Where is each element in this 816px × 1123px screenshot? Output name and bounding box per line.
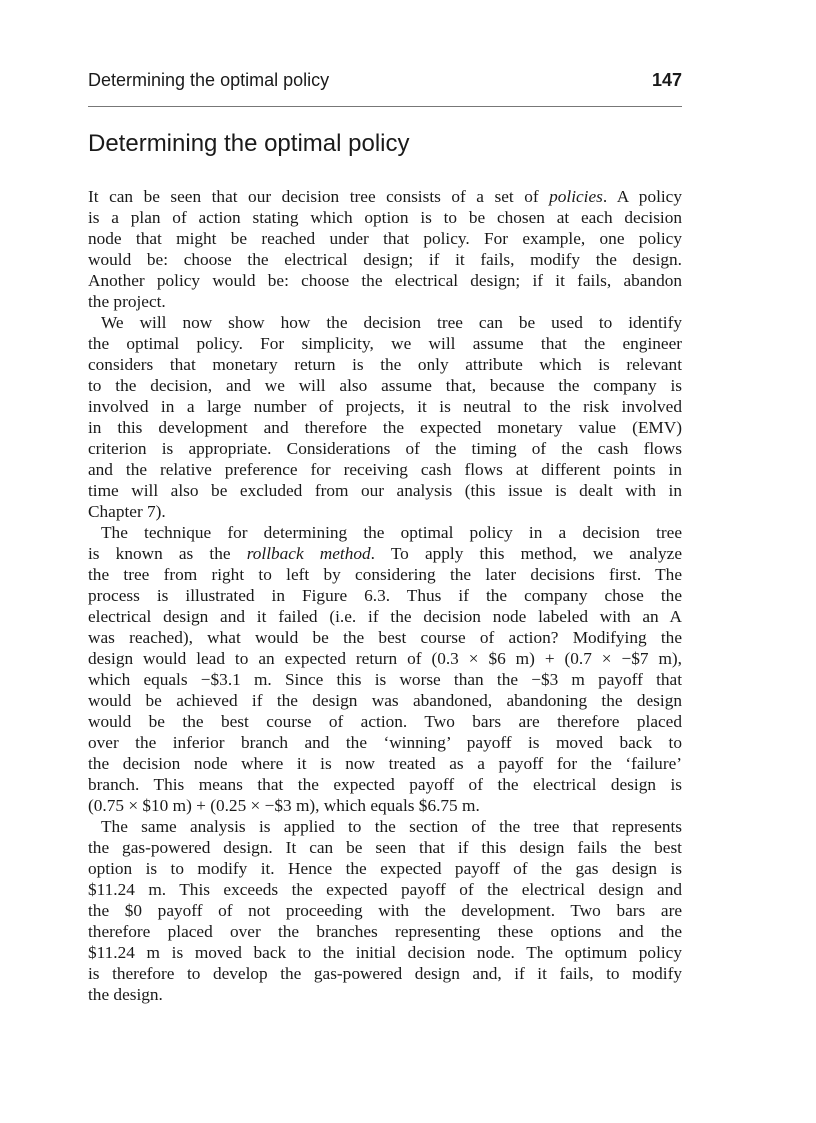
body-text [88,186,682,1005]
text-segment: the gas-powered design. It can be seen that if this design fails the best [88,838,682,857]
paragraph [88,186,682,312]
text-segment: the tree from right to left by considering the later decisions first. The [88,565,682,584]
text-line [88,585,682,606]
text-line [88,648,682,669]
page-number: 147 [651,70,682,90]
text-line [88,984,682,1005]
text-line [88,501,682,522]
text-segment: is therefore to develop the gas-powered design and, if it fails, to modify [88,964,682,983]
text-segment: The technique for determining the optimal policy in a decision tree [101,523,682,542]
text-segment: Chapter 7). [88,502,166,521]
text-line [88,522,682,543]
text-line [88,900,682,921]
paragraph [88,522,682,816]
text-segment: Another policy would be: choose the electrical design; if it fails, abandon [88,271,682,290]
text-line [88,606,682,627]
text-line [88,228,682,249]
text-segment: would be the best course of action. Two bars are therefore placed [88,712,682,731]
text-line [88,753,682,774]
text-segment: and the relative preference for receiving cash flows at different points in [88,460,682,479]
text-segment: (0.75 × $10 m) + (0.25 × −$3 m), which equals $6.75 m. [88,796,480,815]
text-line [88,732,682,753]
emphasis-term: policies [549,187,603,206]
text-segment: the $0 payoff of not proceeding with the development. Two bars are [88,901,682,920]
text-line [88,627,682,648]
text-line [88,207,682,228]
text-line [88,333,682,354]
text-line [88,480,682,501]
text-segment: would be achieved if the design was abandoned, abandoning the design [88,691,682,710]
text-segment: It can be seen that our decision tree consists of a set of [88,187,550,206]
text-line [88,564,682,585]
text-line [88,186,682,207]
text-line [88,942,682,963]
text-line [88,438,682,459]
text-segment: The same analysis is applied to the section of the tree that represents [101,817,682,836]
text-line [88,291,682,312]
text-segment: over the inferior branch and the ‘winning’ payoff is moved back to [88,733,682,752]
text-segment: . To apply this method, we analyze [370,544,682,563]
text-line [88,963,682,984]
text-segment: node that might be reached under that policy. For example, one policy [88,229,682,248]
text-segment: process is illustrated in Figure 6.3. Thus if the company chose the [88,586,682,605]
text-segment: considers that monetary return is the only attribute which is relevant [88,355,682,374]
text-segment: . A policy [602,187,682,206]
text-segment: option is to modify it. Hence the expected payoff of the gas design is [88,859,682,878]
text-segment: the project. [88,292,166,311]
text-line [88,774,682,795]
text-line [88,858,682,879]
text-line [88,837,682,858]
text-segment: is known as the [88,544,247,563]
text-line [88,354,682,375]
paragraph [88,312,682,522]
text-line [88,543,682,564]
text-segment: would be: choose the electrical design; if it fails, modify the design. [88,250,682,269]
text-segment: criterion is appropriate. Considerations of the timing of the cash flows [88,439,682,458]
text-segment: the design. [88,985,163,1004]
text-line [88,375,682,396]
text-segment: to the decision, and we will also assume that, because the company is [88,376,682,395]
text-segment: the optimal policy. For simplicity, we will assume that the engineer [88,334,682,353]
text-segment: which equals −$3.1 m. Since this is worse than the −$3 m payoff that [88,670,682,689]
text-segment: $11.24 m. This exceeds the expected payoff of the electrical design and [88,880,682,899]
text-line [88,459,682,480]
text-line [88,816,682,837]
text-line [88,312,682,333]
text-segment: $11.24 m is moved back to the initial decision node. The optimum policy [88,943,682,962]
running-head [88,70,682,94]
paragraph [88,816,682,1005]
running-title: Determining the optimal policy [88,70,330,90]
text-segment: the decision node where it is now treated as a payoff for the ‘failure’ [88,754,682,773]
text-segment: was reached), what would be the best course of action? Modifying the [88,628,682,647]
text-segment: involved in a large number of projects, it is neutral to the risk involved [88,397,682,416]
section-title: Determining the optimal policy [88,130,410,157]
text-line [88,879,682,900]
text-line [88,711,682,732]
text-line [88,669,682,690]
emphasis-term: rollback method [246,544,371,563]
text-line [88,270,682,291]
text-line [88,396,682,417]
text-segment: branch. This means that the expected payoff of the electrical design is [88,775,682,794]
text-segment: design would lead to an expected return of (0.3 × $6 m) + (0.7 × −$7 m), [88,649,682,668]
text-segment: therefore placed over the branches representing these options and the [88,922,682,941]
text-segment: time will also be excluded from our analysis (this issue is dealt with in [88,481,682,500]
text-segment: We will now show how the decision tree can be used to identify [101,313,682,332]
text-line [88,690,682,711]
text-segment: in this development and therefore the expected monetary value (EMV) [88,418,682,437]
text-line [88,921,682,942]
text-segment: is a plan of action stating which option is to be chosen at each decision [88,208,682,227]
text-line [88,795,682,816]
text-line [88,249,682,270]
text-line [88,417,682,438]
text-segment: electrical design and it failed (i.e. if the decision node labeled with an A [88,607,682,626]
header-rule [88,106,682,107]
